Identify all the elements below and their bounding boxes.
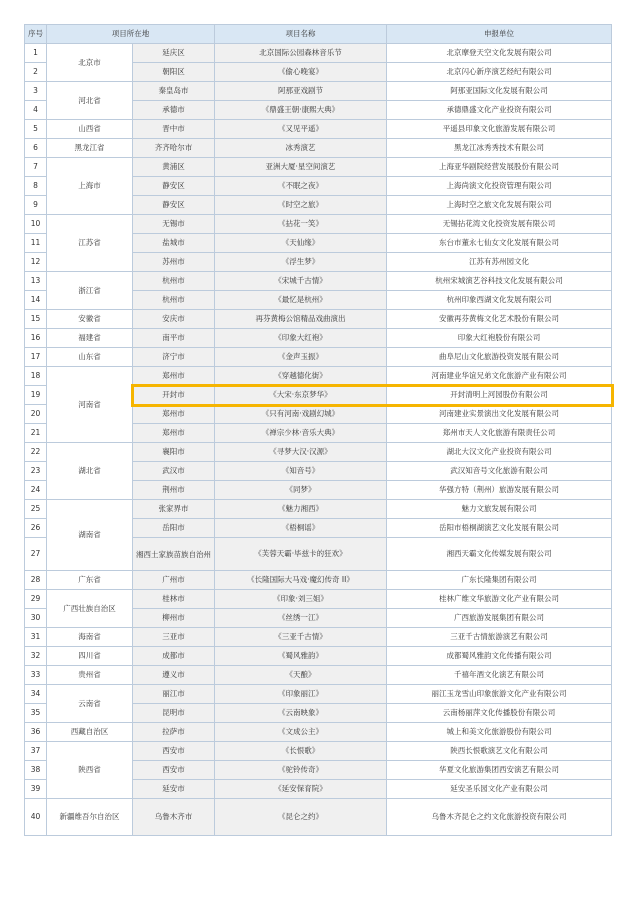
applicant-unit-cell: 广东长隆集团有限公司: [387, 571, 612, 590]
project-name-cell: 《禅宗少林·音乐大典》: [215, 424, 387, 443]
city-cell: 昆明市: [133, 704, 215, 723]
row-seq: 15: [25, 310, 47, 329]
row-seq: 36: [25, 723, 47, 742]
applicant-unit-cell: 东台市董永七仙女文化发展有限公司: [387, 234, 612, 253]
province-cell: 上海市: [47, 158, 133, 215]
row-seq: 35: [25, 704, 47, 723]
table-row: [25, 742, 612, 761]
row-seq: 40: [25, 799, 47, 836]
row-seq: 16: [25, 329, 47, 348]
table-row: [25, 310, 612, 329]
city-cell: 济宁市: [133, 348, 215, 367]
table-row: [25, 666, 612, 685]
project-name-cell: 《云南映象》: [215, 704, 387, 723]
project-name-cell: 北京国际公园森林音乐节: [215, 44, 387, 63]
table-row: [25, 443, 612, 462]
province-cell: 黑龙江省: [47, 139, 133, 158]
applicant-unit-cell: 郑州市天人文化旅游有限责任公司: [387, 424, 612, 443]
city-cell: 郑州市: [133, 405, 215, 424]
header-seq: 序号: [25, 25, 47, 44]
table-row: [25, 158, 612, 177]
project-name-cell: 《大宋·东京梦华》: [215, 386, 387, 405]
project-name-cell: 《梧桐谣》: [215, 519, 387, 538]
applicant-unit-cell: 阿那亚国际文化发展有限公司: [387, 82, 612, 101]
row-seq: 30: [25, 609, 47, 628]
row-seq: 38: [25, 761, 47, 780]
project-name-cell: 《印象大红袍》: [215, 329, 387, 348]
applicant-unit-cell: 杭州印象西湖文化发展有限公司: [387, 291, 612, 310]
row-seq: 28: [25, 571, 47, 590]
row-seq: 10: [25, 215, 47, 234]
city-cell: 黄浦区: [133, 158, 215, 177]
city-cell: 三亚市: [133, 628, 215, 647]
province-cell: 北京市: [47, 44, 133, 82]
row-seq: 32: [25, 647, 47, 666]
project-name-cell: 《穿越德化街》: [215, 367, 387, 386]
city-cell: 苏州市: [133, 253, 215, 272]
city-cell: 张家界市: [133, 500, 215, 519]
province-cell: 山西省: [47, 120, 133, 139]
table-row: [25, 120, 612, 139]
project-name-cell: 《印象·刘三姐》: [215, 590, 387, 609]
city-cell: 乌鲁木齐市: [133, 799, 215, 836]
row-seq: 27: [25, 538, 47, 571]
applicant-unit-cell: 华强方特（荆州）旅游发展有限公司: [387, 481, 612, 500]
applicant-unit-cell: 千禧年酒文化演艺有限公司: [387, 666, 612, 685]
project-name-cell: 《蜀风雅韵》: [215, 647, 387, 666]
table-row: [25, 723, 612, 742]
city-cell: 柳州市: [133, 609, 215, 628]
project-name-cell: 《不眠之夜》: [215, 177, 387, 196]
city-cell: 杭州市: [133, 291, 215, 310]
applicant-unit-cell: 江苏有苏州园文化: [387, 253, 612, 272]
project-name-cell: 《宋城千古情》: [215, 272, 387, 291]
city-cell: 郑州市: [133, 367, 215, 386]
province-cell: 海南省: [47, 628, 133, 647]
project-name-cell: 《知音号》: [215, 462, 387, 481]
table-row: [25, 685, 612, 704]
applicant-unit-cell: 安徽再芬黄梅文化艺术股份有限公司: [387, 310, 612, 329]
province-cell: 河南省: [47, 367, 133, 443]
applicant-unit-cell: 承德鼎盛文化产业投资有限公司: [387, 101, 612, 120]
city-cell: 延庆区: [133, 44, 215, 63]
project-name-cell: 《驼铃传奇》: [215, 761, 387, 780]
province-cell: 福建省: [47, 329, 133, 348]
project-name-cell: 《天酿》: [215, 666, 387, 685]
city-cell: 武汉市: [133, 462, 215, 481]
row-seq: 24: [25, 481, 47, 500]
project-name-cell: 《丝绣一江》: [215, 609, 387, 628]
applicant-unit-cell: 云南杨丽萍文化传播股份有限公司: [387, 704, 612, 723]
province-cell: 山东省: [47, 348, 133, 367]
city-cell: 丽江市: [133, 685, 215, 704]
row-seq: 18: [25, 367, 47, 386]
project-name-cell: 《延安保育院》: [215, 780, 387, 799]
city-cell: 岳阳市: [133, 519, 215, 538]
project-name-cell: 《同梦》: [215, 481, 387, 500]
province-cell: 广西壮族自治区: [47, 590, 133, 628]
city-cell: 无锡市: [133, 215, 215, 234]
applicant-unit-cell: 丽江玉龙雪山印象旅游文化产业有限公司: [387, 685, 612, 704]
applicant-unit-cell: 岳阳市梧桐湖演艺文化发展有限公司: [387, 519, 612, 538]
table-row: [25, 82, 612, 101]
city-cell: 静安区: [133, 177, 215, 196]
province-cell: 河北省: [47, 82, 133, 120]
table-header-row: [25, 25, 612, 44]
applicant-unit-cell: 三亚千古情旅游演艺有限公司: [387, 628, 612, 647]
applicant-unit-cell: 魅力文旅发展有限公司: [387, 500, 612, 519]
table-row: [25, 329, 612, 348]
city-cell: 承德市: [133, 101, 215, 120]
applicant-unit-cell: 无锡拈花湾文化投资发展有限公司: [387, 215, 612, 234]
project-name-cell: 《偷心晚宴》: [215, 63, 387, 82]
row-seq: 1: [25, 44, 47, 63]
province-cell: 贵州省: [47, 666, 133, 685]
project-name-cell: 再芬黄梅公馆精品戏曲演出: [215, 310, 387, 329]
city-cell: 郑州市: [133, 424, 215, 443]
row-seq: 11: [25, 234, 47, 253]
table-row: [25, 44, 612, 63]
row-seq: 3: [25, 82, 47, 101]
row-seq: 39: [25, 780, 47, 799]
project-name-cell: 《浮生梦》: [215, 253, 387, 272]
project-name-cell: 冰秀演艺: [215, 139, 387, 158]
city-cell: 晋中市: [133, 120, 215, 139]
table-row: [25, 139, 612, 158]
row-seq: 7: [25, 158, 47, 177]
city-cell: 西安市: [133, 742, 215, 761]
applicant-unit-cell: 上海亚华剧院经营发展股份有限公司: [387, 158, 612, 177]
row-seq: 37: [25, 742, 47, 761]
city-cell: 荆州市: [133, 481, 215, 500]
project-name-cell: 《只有河南·戏剧幻城》: [215, 405, 387, 424]
applicant-unit-cell: 北京摩登天空文化发展有限公司: [387, 44, 612, 63]
table-row: [25, 571, 612, 590]
city-cell: 开封市: [133, 386, 215, 405]
table-row: [25, 348, 612, 367]
project-name-cell: 《寻梦大汉·汉源》: [215, 443, 387, 462]
city-cell: 静安区: [133, 196, 215, 215]
city-cell: 襄阳市: [133, 443, 215, 462]
applicant-unit-cell: 杭州宋城演艺谷科技文化发展有限公司: [387, 272, 612, 291]
table-row: [25, 500, 612, 519]
applicant-unit-cell: 武汉知音号文化旅游有限公司: [387, 462, 612, 481]
city-cell: 南平市: [133, 329, 215, 348]
applicant-unit-cell: 平遥县印象文化旅游发展有限公司: [387, 120, 612, 139]
applicant-unit-cell: 上海时空之旅文化发展有限公司: [387, 196, 612, 215]
applicant-unit-cell: 城上和美文化旅游股份有限公司: [387, 723, 612, 742]
row-seq: 6: [25, 139, 47, 158]
province-cell: 新疆维吾尔自治区: [47, 799, 133, 836]
city-cell: 朝阳区: [133, 63, 215, 82]
project-name-cell: 《又见平遥》: [215, 120, 387, 139]
row-seq: 22: [25, 443, 47, 462]
header-project: 项目名称: [215, 25, 387, 44]
table-row: [25, 647, 612, 666]
applicant-unit-cell: 湘西天霸文化传媒发展有限公司: [387, 538, 612, 571]
city-cell: 西安市: [133, 761, 215, 780]
row-seq: 2: [25, 63, 47, 82]
table-row: [25, 799, 612, 836]
city-cell: 桂林市: [133, 590, 215, 609]
province-cell: 江苏省: [47, 215, 133, 272]
table-row: [25, 590, 612, 609]
project-name-cell: 《时空之旅》: [215, 196, 387, 215]
table-row: [25, 272, 612, 291]
row-seq: 9: [25, 196, 47, 215]
applicant-unit-cell: 广西旅游发展集团有限公司: [387, 609, 612, 628]
province-cell: 湖南省: [47, 500, 133, 571]
table-row: [25, 367, 612, 386]
province-cell: 四川省: [47, 647, 133, 666]
project-name-cell: 《长隆国际大马戏·魔幻传奇 II》: [215, 571, 387, 590]
applicant-unit-cell: 陕西长恨歌演艺文化有限公司: [387, 742, 612, 761]
applicant-unit-cell: 曲阜尼山文化旅游投资发展有限公司: [387, 348, 612, 367]
applicant-unit-cell: 延安圣乐园文化产业有限公司: [387, 780, 612, 799]
city-cell: 广州市: [133, 571, 215, 590]
applicant-unit-cell: 乌鲁木齐昆仑之约文化旅游投资有限公司: [387, 799, 612, 836]
table-row: [25, 628, 612, 647]
province-cell: 广东省: [47, 571, 133, 590]
row-seq: 8: [25, 177, 47, 196]
project-name-cell: 《鼎盛王朝·康熙大典》: [215, 101, 387, 120]
table-body: [25, 44, 612, 836]
project-name-cell: 《魅力湘西》: [215, 500, 387, 519]
row-seq: 26: [25, 519, 47, 538]
applicant-unit-cell: 上海尚演文化投资管理有限公司: [387, 177, 612, 196]
project-table: [24, 24, 612, 836]
row-seq: 13: [25, 272, 47, 291]
row-seq: 5: [25, 120, 47, 139]
table-row: [25, 215, 612, 234]
applicant-unit-cell: 华夏文化旅游集团西安演艺有限公司: [387, 761, 612, 780]
header-unit: 申报单位: [387, 25, 612, 44]
project-name-cell: 《最忆是杭州》: [215, 291, 387, 310]
row-seq: 21: [25, 424, 47, 443]
province-cell: 云南省: [47, 685, 133, 723]
header-location: 项目所在地: [47, 25, 215, 44]
project-name-cell: 阿那亚戏剧节: [215, 82, 387, 101]
applicant-unit-cell: 成都蜀风雅韵文化传播有限公司: [387, 647, 612, 666]
province-cell: 西藏自治区: [47, 723, 133, 742]
applicant-unit-cell: 河南建业华谊兄弟文化旅游产业有限公司: [387, 367, 612, 386]
city-cell: 杭州市: [133, 272, 215, 291]
province-cell: 浙江省: [47, 272, 133, 310]
row-seq: 34: [25, 685, 47, 704]
row-seq: 19: [25, 386, 47, 405]
project-name-cell: 《芙蓉天霸·毕兹卡的狂欢》: [215, 538, 387, 571]
project-name-cell: 《天仙缘》: [215, 234, 387, 253]
row-seq: 17: [25, 348, 47, 367]
city-cell: 盐城市: [133, 234, 215, 253]
row-seq: 12: [25, 253, 47, 272]
city-cell: 安庆市: [133, 310, 215, 329]
project-name-cell: 《三亚千古情》: [215, 628, 387, 647]
applicant-unit-cell: 北京闪心新序演艺经纪有限公司: [387, 63, 612, 82]
row-seq: 23: [25, 462, 47, 481]
applicant-unit-cell: 印象大红袍股份有限公司: [387, 329, 612, 348]
applicant-unit-cell: 桂林广维文华旅游文化产业有限公司: [387, 590, 612, 609]
project-name-cell: 《昆仑之约》: [215, 799, 387, 836]
province-cell: 湖北省: [47, 443, 133, 500]
city-cell: 遵义市: [133, 666, 215, 685]
project-name-cell: 《文成公主》: [215, 723, 387, 742]
applicant-unit-cell: 开封清明上河园股份有限公司: [387, 386, 612, 405]
row-seq: 4: [25, 101, 47, 120]
project-name-cell: 《拈花一笑》: [215, 215, 387, 234]
applicant-unit-cell: 河南建业实景演出文化发展有限公司: [387, 405, 612, 424]
province-cell: 安徽省: [47, 310, 133, 329]
city-cell: 成都市: [133, 647, 215, 666]
city-cell: 延安市: [133, 780, 215, 799]
city-cell: 湘西土家族苗族自治州: [133, 538, 215, 571]
project-name-cell: 亚洲大厦·星空间演艺: [215, 158, 387, 177]
row-seq: 20: [25, 405, 47, 424]
applicant-unit-cell: 湖北大汉文化产业投资有限公司: [387, 443, 612, 462]
row-seq: 25: [25, 500, 47, 519]
row-seq: 14: [25, 291, 47, 310]
row-seq: 31: [25, 628, 47, 647]
applicant-unit-cell: 黑龙江冰秀秀技术有限公司: [387, 139, 612, 158]
project-name-cell: 《印象丽江》: [215, 685, 387, 704]
row-seq: 33: [25, 666, 47, 685]
city-cell: 拉萨市: [133, 723, 215, 742]
project-name-cell: 《金声玉振》: [215, 348, 387, 367]
city-cell: 秦皇岛市: [133, 82, 215, 101]
project-name-cell: 《长恨歌》: [215, 742, 387, 761]
row-seq: 29: [25, 590, 47, 609]
province-cell: 陕西省: [47, 742, 133, 799]
city-cell: 齐齐哈尔市: [133, 139, 215, 158]
